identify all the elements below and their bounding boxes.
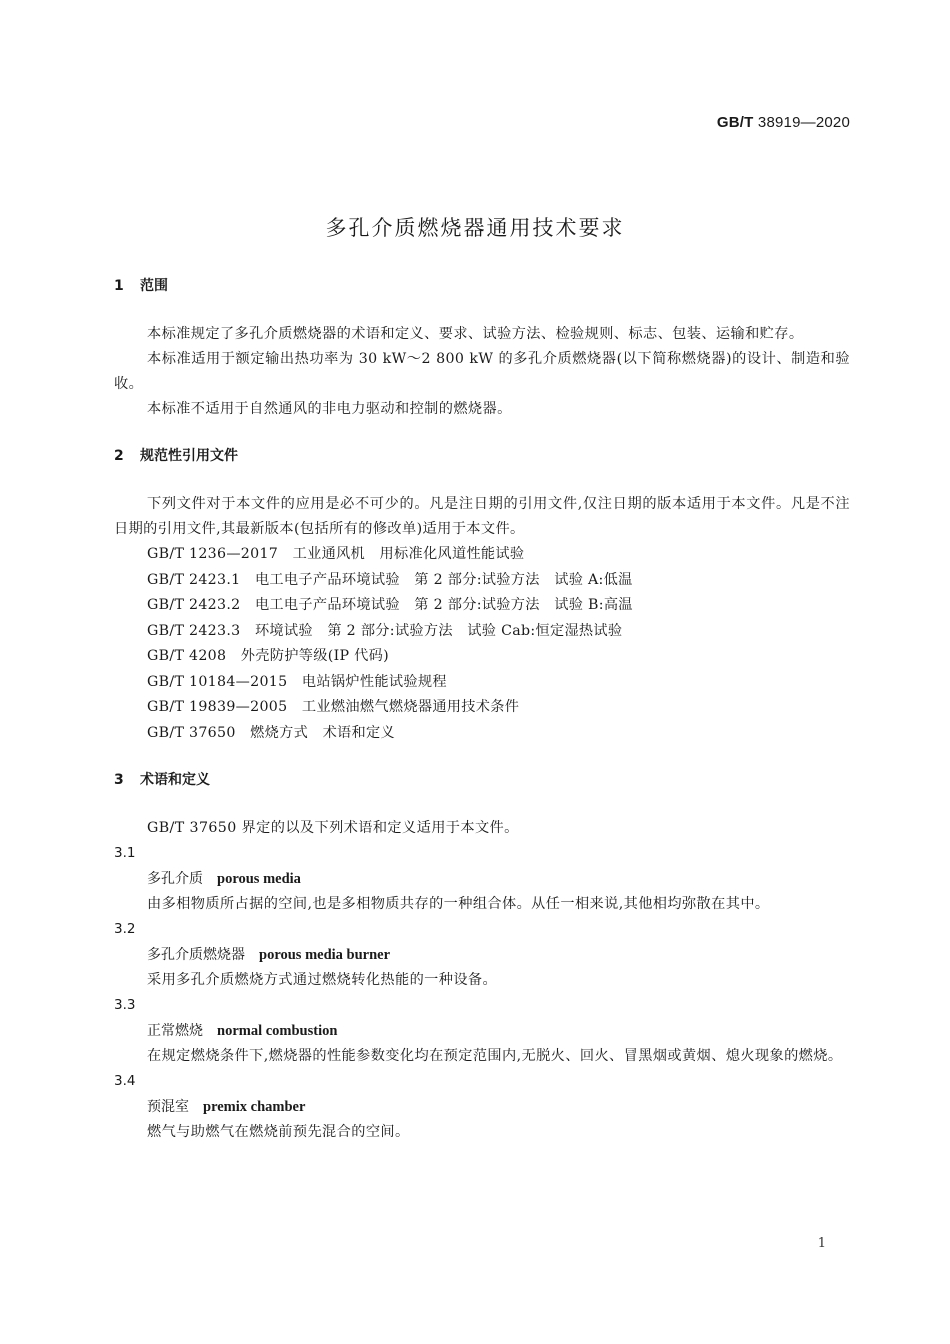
- term-name-en: premix chamber: [203, 1098, 306, 1115]
- reference-item: GB/T 10184—2015 电站锅炉性能试验规程: [147, 673, 447, 690]
- term-name-en: porous media burner: [259, 946, 391, 963]
- section-number: 1: [114, 278, 124, 294]
- term-number: 3.2: [114, 921, 136, 937]
- reference-item: GB/T 2423.1 电工电子产品环境试验 第 2 部分:试验方法 试验 A:低温: [147, 571, 633, 588]
- section-title: 规范性引用文件: [140, 448, 238, 464]
- standard-code-number: 38919—2020: [757, 114, 850, 131]
- section-2-heading: [114, 442, 850, 470]
- term-number: 3.4: [114, 1073, 136, 1089]
- term-entry: [114, 1069, 850, 1145]
- term-name: [114, 1095, 850, 1121]
- reference-item: GB/T 19839—2005 工业燃油燃气燃烧器通用技术条件: [147, 699, 520, 715]
- page-number: 1: [817, 1236, 826, 1251]
- paragraph: GB/T 37650 界定的以及下列术语和定义适用于本文件。: [147, 820, 519, 836]
- term-name: [114, 943, 850, 969]
- term-name: [114, 1019, 850, 1045]
- term-name-zh: 预混室: [147, 1098, 189, 1115]
- term-name-en: normal combustion: [217, 1022, 338, 1039]
- term-definition: 由多相物质所占据的空间,也是多相物质共存的一种组合体。从任一相来说,其他相均弥散在其中。: [147, 896, 770, 912]
- paragraph: 下列文件对于本文件的应用是必不可少的。凡是注日期的引用文件,仅注日期的版本适用于本文件。凡是不注日期的引用文件,其最新版本(包括所有的修改单)适用于本文件。: [114, 496, 850, 537]
- term-definition: 在规定燃烧条件下,燃烧器的性能参数变化均在预定范围内,无脱火、回火、冒黑烟或黄烟、熄火现象的燃烧。: [147, 1048, 843, 1064]
- reference-item: GB/T 2423.3 环境试验 第 2 部分:试验方法 试验 Cab:恒定湿热试验: [147, 622, 623, 639]
- paragraph: 本标准适用于额定输出热功率为 30 kW～2 800 kW 的多孔介质燃烧器(以下简称燃烧器)的设计、制造和验收。: [114, 351, 850, 392]
- term-entry: [114, 841, 850, 917]
- term-definition: 采用多孔介质燃烧方式通过燃烧转化热能的一种设备。: [147, 972, 498, 988]
- document-title: 多孔介质燃烧器通用技术要求: [325, 216, 625, 241]
- standard-code: [717, 114, 850, 131]
- standard-code-prefix: GB/T: [716, 114, 754, 131]
- term-number: 3.1: [114, 845, 136, 861]
- paragraph: 本标准规定了多孔介质燃烧器的术语和定义、要求、试验方法、检验规则、标志、包装、运输和贮存。: [147, 326, 804, 342]
- term-name-en: porous media: [217, 870, 301, 887]
- term-entry: [114, 993, 850, 1069]
- reference-list: [114, 542, 850, 746]
- section-title: 术语和定义: [140, 772, 210, 788]
- term-number: 3.3: [114, 997, 136, 1013]
- section-number: 2: [114, 448, 124, 464]
- term-name-zh: 多孔介质燃烧器: [147, 946, 245, 963]
- term-entry: [114, 917, 850, 993]
- reference-item: GB/T 2423.2 电工电子产品环境试验 第 2 部分:试验方法 试验 B:高温: [147, 597, 633, 613]
- reference-item: GB/T 1236—2017 工业通风机 用标准化风道性能试验: [147, 546, 525, 562]
- reference-item: GB/T 4208 外壳防护等级(IP 代码): [147, 648, 389, 664]
- section-3-heading: [114, 766, 850, 794]
- term-definition: 燃气与助燃气在燃烧前预先混合的空间。: [147, 1124, 410, 1140]
- section-title: 范围: [140, 278, 168, 294]
- reference-item: GB/T 37650 燃烧方式 术语和定义: [147, 724, 396, 741]
- paragraph: 本标准不适用于自然通风的非电力驱动和控制的燃烧器。: [147, 401, 512, 417]
- term-name-zh: 正常燃烧: [147, 1022, 203, 1039]
- document-body: [114, 272, 850, 1145]
- section-1-heading: [114, 272, 850, 300]
- term-name-zh: 多孔介质: [147, 870, 203, 887]
- term-name: [114, 867, 850, 893]
- section-number: 3: [114, 772, 124, 788]
